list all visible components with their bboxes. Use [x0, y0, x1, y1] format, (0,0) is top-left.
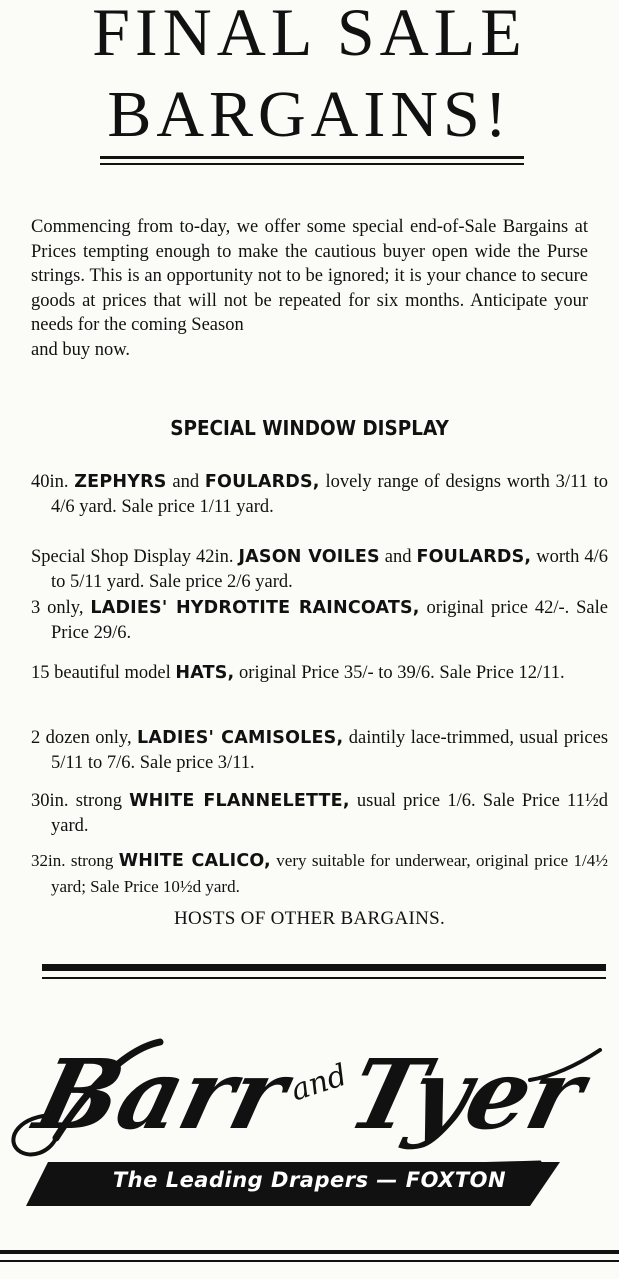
section-title: SPECIAL WINDOW DISPLAY	[170, 416, 449, 440]
item-hats	[31, 661, 608, 686]
intro-body: Commencing from to-day, we offer some special end-of-Sale Bargains at Prices tempting enough to make the cautious buyer open wide the Purse strings. This is an opportunity not to be ignored; it is your chance to secure goods at prices that will not be repeated for six months. Anticipate your needs for the coming Season	[31, 217, 588, 335]
item-post: daintily lace-trimmed, usual prices 5/11 to 7/6. Sale price 3/11.	[51, 728, 609, 773]
headline-line-1: FINAL SALE	[92, 0, 527, 70]
item-post: lovely range of designs worth 3/11 to 4/6 yard. Sale price 1/11 yard.	[51, 472, 609, 517]
divider-rule-top-2	[100, 163, 524, 165]
item-name: WHITE CALICO,	[118, 851, 271, 871]
item-name-2: FOULARDS,	[416, 547, 532, 567]
item-post: very suitable for underwear, original price 1/4½ yard; Sale Price 10½d yard.	[51, 851, 609, 896]
item-mid: and	[384, 547, 412, 567]
divider-rule-mid-2	[42, 977, 606, 979]
item-pre: 2 dozen only,	[31, 728, 132, 748]
item-post: worth 4/6 to 5/11 yard. Sale price 2/6 yard.	[51, 547, 608, 592]
item-mid: and	[172, 472, 200, 492]
logo-word-barr: Barr	[25, 1037, 298, 1151]
divider-rule-bottom-1	[0, 1250, 619, 1254]
item-pre: 30in. strong	[31, 791, 122, 811]
item-name: ZEPHYRS	[74, 472, 167, 492]
hosts-of-bargains: HOSTS OF OTHER BARGAINS.	[173, 908, 446, 929]
item-pre: 3 only,	[31, 598, 84, 618]
item-post: original Price 35/- to 39/6. Sale Price 12/11.	[239, 663, 565, 683]
item-post: original price 42/-. Sale Price 29/6.	[51, 598, 608, 643]
item-pre: 40in.	[31, 472, 69, 492]
logo-tagline: The Leading Drapers — FOXTON	[112, 1168, 507, 1192]
item-name: WHITE FLANNELETTE,	[129, 791, 350, 811]
intro-paragraph	[31, 215, 588, 362]
item-zephyrs	[31, 470, 608, 520]
item-name-2: FOULARDS,	[204, 472, 320, 492]
item-post: usual price 1/6. Sale Price 11½d yard.	[51, 791, 608, 836]
logo-word-and: and	[286, 1057, 352, 1109]
item-name: JASON VOILES	[238, 547, 380, 567]
item-name: HATS,	[175, 663, 235, 683]
item-pre: 32in. strong	[31, 851, 114, 870]
headline-line-2: BARGAINS!	[107, 78, 512, 151]
item-calico	[31, 848, 608, 899]
item-name: LADIES' HYDROTITE RAINCOATS,	[90, 598, 420, 618]
item-pre: Special Shop Display 42in.	[31, 547, 234, 567]
divider-rule-bottom-2	[0, 1260, 619, 1262]
item-camisoles	[31, 726, 608, 776]
intro-closing: and buy now.	[31, 339, 130, 360]
item-raincoats	[31, 596, 608, 646]
logo-word-tyer: Tyer	[338, 1037, 595, 1151]
divider-rule-mid-1	[42, 964, 606, 971]
item-jason-voiles	[31, 545, 608, 595]
divider-rule-top-1	[100, 156, 524, 159]
item-flannelette	[31, 789, 608, 839]
item-pre: 15 beautiful model	[31, 663, 171, 683]
item-name: LADIES' CAMISOLES,	[137, 728, 344, 748]
